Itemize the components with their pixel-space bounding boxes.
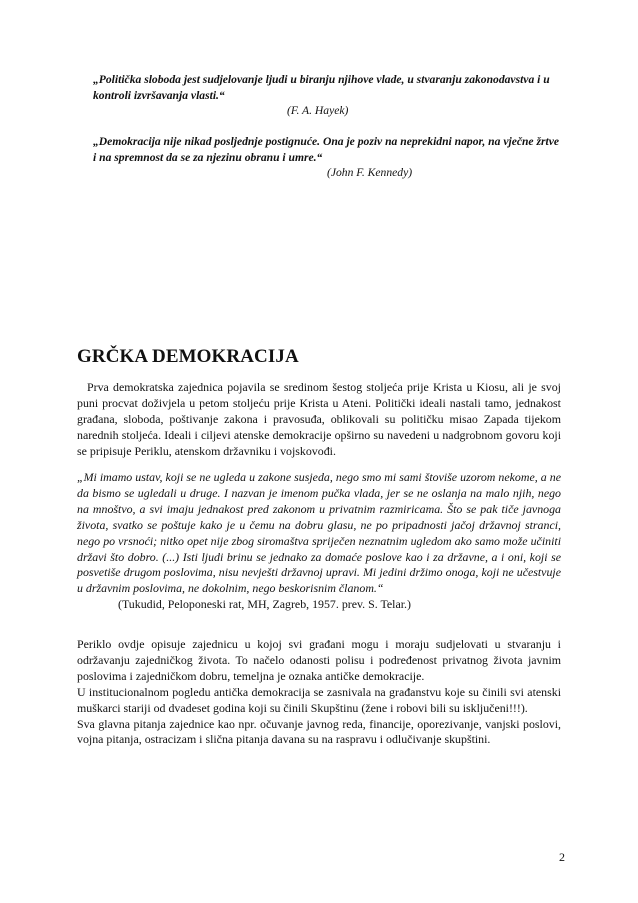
closing-section — [77, 637, 561, 748]
closing-paragraph: Periklo ovdje opisuje zajednicu u kojoj svi građani mogu i moraju sudjelovati u stvaranju i održavanju zajedničkog života. To načelo odanosti polisu i podređenost privatnog života javnim poslovima i zajedničkom dobru, temeljna je oznaka antičke demokracije. — [77, 637, 561, 683]
epigraph-quote-hayek — [93, 72, 563, 119]
citation-text: „Mi imamo ustav, koji se ne ugleda u zakone susjeda, nego smo mi sami štoviše uzorom nekome, a ne da bismo se ugledali u druge. I nazvan je imenom pučka vlada, jer se ne oslanja na malo njih, nego na mnoštvo, a svi imaju jednakost pred zakonom u privatnim razmiricama. Što se pak tiče javnoga života, svatko se poštuje kako je u čemu na dobru glasu, ne po pripadnosti jačoj državnoj stranci, nego po vrsnoći; nitko opet nije zbog siromaštva spriječen neznatnim ugledom ako samo može učiniti državi što dobro. (...) Isti ljudi brinu se jednako za domaće poslove kao i za državne, a i oni, koji se posvetiše drugom poslovima, nisu nevješti državnoj upravi. Mi jedini držimo onoga, koji ne učestvuje u državnim poslovima, ne dokolnim, nego beskorisnim članom.“ — [77, 470, 561, 596]
quote-author: (John F. Kennedy) — [327, 166, 413, 179]
closing-paragraph: U institucionalnom pogledu antička demokracija se zasnivala na građanstvu koje su činili svi atenski muškarci stariji od dvadeset godina koji su činili Skupštinu (žene i robovi bili su isključeni!!!). — [77, 684, 561, 715]
intro-paragraph: Prva demokratska zajednica pojavila se sredinom šestog stoljeća prije Krista u Kiosu, ali je svoj puni procvat doživjela u petom stoljeću prije Krista u Ateni. Politički ideali nastali tamo, jednakost građana, sloboda, poštivanje zakona i pravosuđa, oblikovali su političku misao Zapada tijekom narednih stoljeća. Ideali i ciljevi atenske demokracije opširno su navedeni u nadgrobnom govoru koji se pripisuje Periklu, atenskom državniku i vojskovođi. — [77, 380, 561, 458]
section-heading: GRČKA DEMOKRACIJA — [77, 346, 299, 367]
pericles-citation — [77, 470, 561, 613]
epigraph-quote-kennedy — [93, 134, 563, 181]
quote-text: „Demokracija nije nikad posljednje postignuće. Ona je poziv na neprekidni napor, na vječne žrtve i na spremnost da se za njezinu obranu i umre.“ — [93, 135, 560, 164]
page-number: 2 — [559, 850, 565, 864]
closing-paragraph: Sva glavna pitanja zajednice kao npr. očuvanje javnog reda, financije, oporezivanje, vanjski poslovi, vojna pitanja, ostracizam i slična pitanja davana su na raspravu i odlučivanje skupštini. — [77, 716, 561, 747]
quote-author: (F. A. Hayek) — [287, 104, 349, 117]
citation-source: (Tukudid, Peloponeski rat, MH, Zagreb, 1957. prev. S. Telar.) — [118, 597, 411, 612]
quote-text: „Politička sloboda jest sudjelovanje ljudi u biranju njihove vlade, u stvaranju zakonodavstva i u kontroli izvršavanja vlasti.“ — [93, 73, 550, 102]
intro-section — [77, 380, 561, 460]
